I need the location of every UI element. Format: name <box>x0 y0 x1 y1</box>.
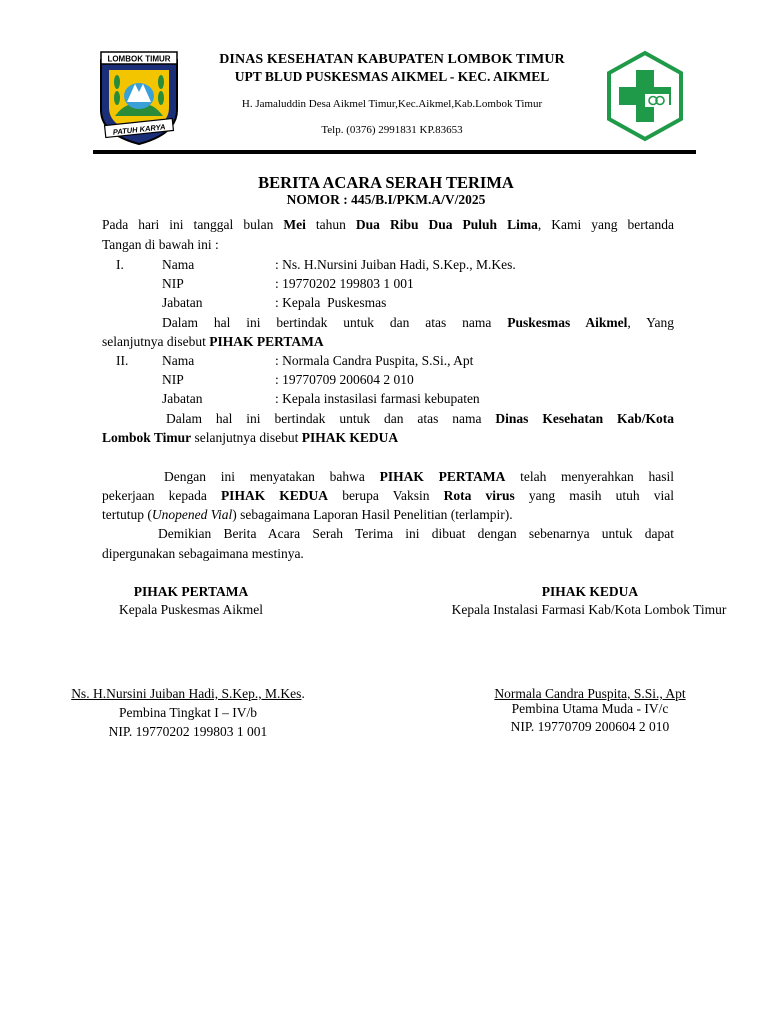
party-one-desc-line-2 <box>102 332 324 351</box>
signature-left-name-dot: . <box>301 686 305 701</box>
statement-party-one: PIHAK PERTAMA <box>379 469 506 484</box>
signature-left-rank: Pembina Tingkat I – IV/b <box>118 705 257 720</box>
party-one-name-value: : Ns. H.Nursini Juiban Hadi, S.Kep., M.Kes. <box>275 257 516 272</box>
signature-left-title: PIHAK PERTAMA <box>133 584 249 599</box>
intro-text-b: tahun <box>315 217 346 232</box>
party-one-nip-label: NIP <box>162 276 184 291</box>
party-one-desc-tail: , Yang <box>627 315 675 330</box>
signature-left-name-line <box>40 684 336 703</box>
party-two-name-value: : Normala Candra Puspita, S.Si., Apt <box>275 353 474 368</box>
party-two-org-cont: Lombok Timur <box>102 430 192 445</box>
signature-right-name: Normala Candra Puspita, S.Si., Apt <box>494 686 686 701</box>
statement-unopened-vial: Unopened Vial <box>151 507 233 522</box>
signature-right-title: PIHAK KEDUA <box>541 584 639 599</box>
party-one-desc-text: Dalam hal ini bertindak untuk dan atas nama <box>162 315 492 330</box>
party-two-desc-line-2 <box>102 428 398 447</box>
party-two-desc-text: Dalam hal ini bertindak untuk dan atas nama <box>166 411 482 426</box>
statement-vaccine-text: berupa Vaksin <box>342 488 430 503</box>
statement-line-3 <box>102 505 513 524</box>
party-two-nip-label: NIP <box>162 372 184 387</box>
statement-closed-text: tertutup ( <box>102 507 152 522</box>
party-one-roman: I. <box>116 257 124 272</box>
statement-party-two: PIHAK KEDUA <box>220 488 329 503</box>
statement-text-a: Dengan ini menyatakan bahwa <box>164 469 365 484</box>
intro-year: Dua Ribu Dua Puluh Lima <box>355 217 538 232</box>
crest-motto-text: PATUH KARYA <box>112 122 166 137</box>
statement-line-2 <box>102 486 674 505</box>
document-number: NOMOR : 445/B.I/PKM.A/V/2025 <box>286 192 486 207</box>
signature-right-rank: Pembina Utama Muda - IV/c <box>511 701 669 716</box>
header-agency-line: DINAS KESEHATAN KABUPATEN LOMBOK TIMUR <box>219 52 565 67</box>
statement-work-text: pekerjaan kepada <box>102 488 207 503</box>
intro-line-1 <box>102 215 674 234</box>
party-two-position-value: : Kepala instasilasi farmasi kebupaten <box>275 391 480 406</box>
party-two-org: Dinas Kesehatan Kab/Kota <box>495 411 674 426</box>
party-one-alias: PIHAK PERTAMA <box>209 334 324 349</box>
statement-vaccine-name: Rota virus <box>443 488 515 503</box>
statement-line-1 <box>164 467 674 486</box>
intro-line-2: Tangan di bawah ini : <box>102 237 219 252</box>
party-two-referred-text: selanjutnya disebut <box>194 430 299 445</box>
intro-text-c: , Kami yang bertanda <box>537 217 675 232</box>
header-phone: Telp. (0376) 2991831 KP.83653 <box>321 124 463 136</box>
statement-report-text: ) sebagaimana Laporan Hasil Penelitian (terlampir). <box>232 507 513 522</box>
party-one-position-value: : Kepala Puskesmas <box>275 295 387 310</box>
crest-top-text: LOMBOK TIMUR <box>107 54 171 64</box>
statement-vial-text: yang masih utuh vial <box>528 488 675 503</box>
party-two-name-label: Nama <box>162 353 195 368</box>
lombok-timur-crest-logo <box>97 50 181 146</box>
header-unit-line: UPT BLUD PUSKESMAS AIKMEL - KEC. AIKMEL <box>234 69 550 84</box>
signature-left-name: Ns. H.Nursini Juiban Hadi, S.Kep., M.Kes <box>71 686 302 701</box>
puskesmas-logo <box>605 50 685 142</box>
party-two-position-label: Jabatan <box>162 391 203 406</box>
party-one-referred-text: selanjutnya disebut <box>102 334 206 349</box>
party-one-desc-line-1 <box>162 313 674 332</box>
document-title: BERITA ACARA SERAH TERIMA <box>258 173 514 192</box>
statement-text-c: telah menyerahkan hasil <box>520 469 674 484</box>
intro-month: Mei <box>283 217 306 232</box>
signature-right-role: Kepala Instalasi Farmasi Kab/Kota Lombok Timur <box>451 602 727 617</box>
signature-left-role: Kepala Puskesmas Aikmel <box>119 602 263 617</box>
signature-right-nip: NIP. 19770709 200604 2 010 <box>510 719 670 734</box>
party-one-position-label: Jabatan <box>162 295 203 310</box>
party-two-roman: II. <box>116 353 129 368</box>
party-one-nip-value: : 19770202 199803 1 001 <box>275 276 414 291</box>
party-two-alias: PIHAK KEDUA <box>301 430 399 445</box>
statement-line-5: dipergunakan sebagaimana mestinya. <box>102 546 304 561</box>
signature-left-nip: NIP. 19770202 199803 1 001 <box>108 724 268 739</box>
intro-text-a: Pada hari ini tanggal bulan <box>102 217 274 232</box>
party-one-name-label: Nama <box>162 257 195 272</box>
statement-line-4: Demikian Berita Acara Serah Terima ini dibuat dengan sebenarnya untuk dapat <box>158 526 674 541</box>
party-one-org: Puskesmas Aikmel <box>507 315 628 330</box>
header-address: H. Jamaluddin Desa Aikmel Timur,Kec.Aikmel,Kab.Lombok Timur <box>241 98 543 110</box>
header-divider <box>93 150 696 154</box>
party-two-nip-value: : 19770709 200604 2 010 <box>275 372 414 387</box>
party-two-desc-line-1 <box>166 409 674 428</box>
